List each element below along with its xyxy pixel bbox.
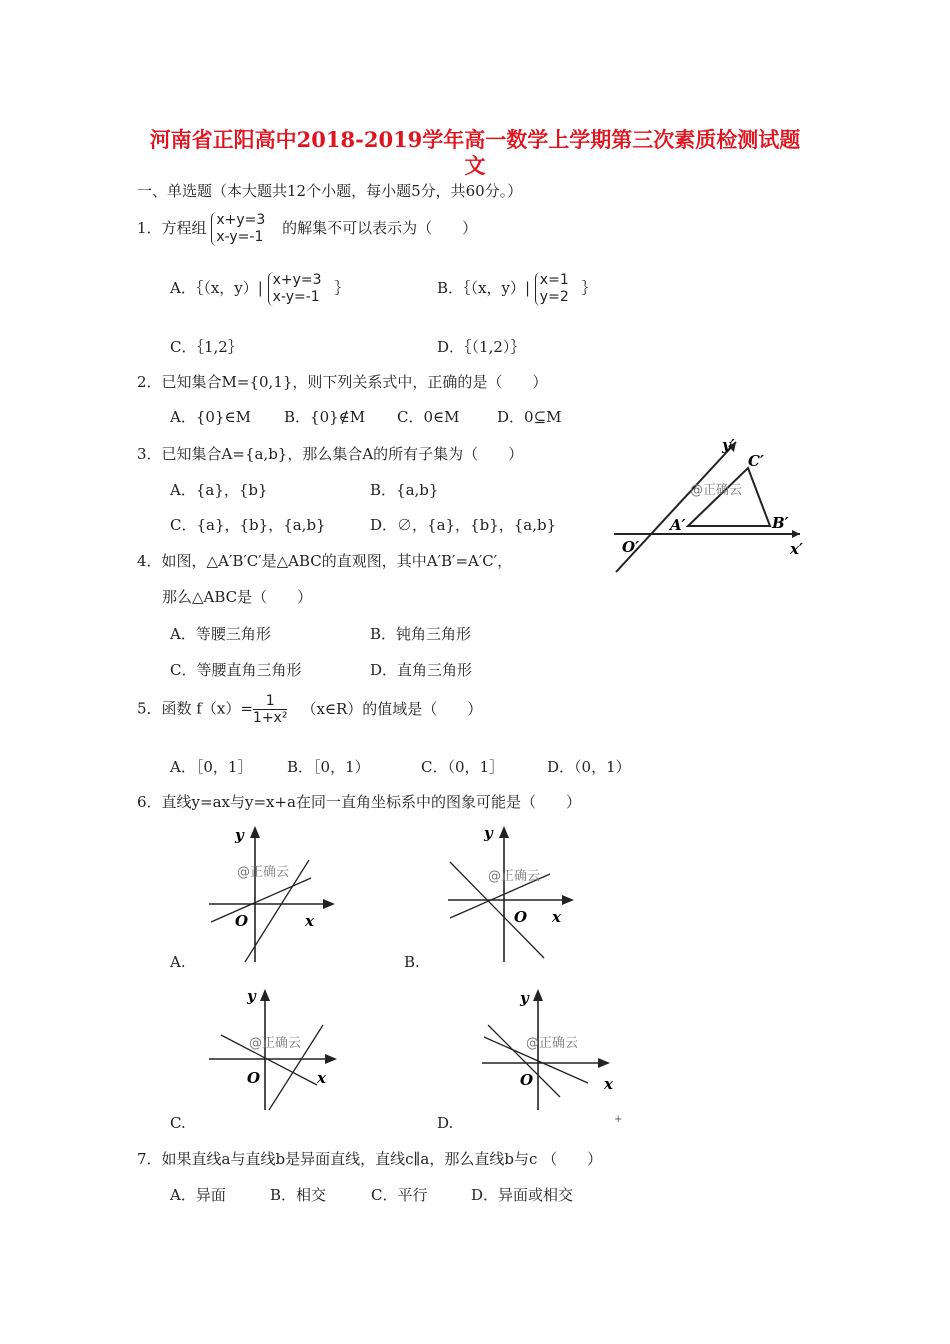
q1-equation-system (211, 212, 265, 246)
q4-oblique-figure (608, 432, 808, 582)
q6-c-y-arrow (260, 989, 270, 1001)
q6-option-a-label: A. (170, 953, 186, 971)
q7-option-c: C．平行 (371, 1186, 428, 1204)
q7-option-d: D．异面或相交 (471, 1186, 574, 1204)
q6-d-x-arrow (598, 1058, 610, 1068)
q4-option-b: B．钝角三角形 (370, 625, 472, 643)
q6-b-y-arrow (499, 826, 509, 838)
q6-a-x-label: x (305, 912, 314, 930)
q1-a-prefix: A．｛（x，y）| (170, 279, 263, 297)
question-4-stem: 4．如图，△A′B′C′是△ABC的直观图，其中A′B′=A′C′， (137, 552, 513, 570)
q7-option-b: B．相交 (270, 1186, 327, 1204)
question-6-stem: 6．直线y=ax与y=x+a在同一直角坐标系中的图象可能是（ ） (137, 793, 582, 811)
question-7-stem: 7．如果直线a与直线b是异面直线，直线c∥a，那么直线b与c （ ） (137, 1150, 603, 1168)
q6-a-line1 (211, 878, 311, 922)
q4-x-arrow (792, 530, 800, 538)
question-1-stem (137, 212, 477, 246)
page-title: 河南省正阳高中2018-2019学年高一数学上学期第三次素质检测试题 (149, 127, 801, 152)
q1-a-eq1: x+y=3 (272, 272, 322, 288)
question-3-stem: 3．已知集合A={a,b}，那么集合A的所有子集为（ ） (137, 445, 524, 463)
q4-option-c: C．等腰直角三角形 (170, 661, 302, 679)
q6-graph-c (205, 985, 345, 1115)
question-5-stem (137, 693, 482, 726)
q6-graph-b (444, 822, 579, 972)
q5-option-b: B．［0，1） (287, 758, 370, 776)
q5-option-c: C．（0，1］ (421, 758, 505, 776)
q6-d-y-arrow (533, 989, 543, 1001)
q4-label-o: O′ (622, 538, 640, 556)
q2-option-b: B．{0}∉M (284, 408, 366, 426)
q4-label-a: A′ (670, 516, 686, 534)
q2-option-c: C．0∈M (397, 408, 460, 426)
q5-fraction (253, 693, 288, 726)
q4-watermark: @正确云 (690, 483, 743, 498)
q6-small-marker: + (614, 1114, 623, 1125)
q1-option-d: D．｛（1,2）｝ (437, 338, 526, 356)
q6-c-watermark: @正确云 (249, 1036, 302, 1051)
q4-option-a: A．等腰三角形 (170, 625, 271, 643)
q6-graph-a (205, 822, 340, 972)
q3-option-c: C．{a}，{b}，{a,b} (170, 516, 326, 534)
question-4-stem-cont: 那么△ABC是（ ） (162, 588, 313, 606)
q6-c-x-arrow (325, 1054, 337, 1064)
q5-denominator: 1+x² (252, 710, 288, 726)
q6-d-x-label: x (604, 1075, 613, 1093)
q3-option-b: B．{a,b} (370, 481, 439, 499)
q6-a-y-label: y (235, 826, 244, 844)
q1-a-suffix: ｝ (334, 279, 350, 297)
q1-number: 1．方程组 (137, 219, 207, 237)
q6-option-b-label: B. (404, 953, 420, 971)
q6-b-origin: O (514, 908, 528, 926)
q6-d-watermark: @正确云 (526, 1036, 579, 1051)
q4-label-b: B′ (772, 514, 789, 532)
q6-a-origin: O (235, 912, 249, 930)
q5-prefix: 5．函数 f（x）= (137, 699, 253, 718)
q6-graph-d (478, 985, 618, 1115)
q5-numerator: 1 (253, 693, 288, 710)
q1-option-b (437, 272, 597, 306)
q1-b-system (535, 272, 569, 306)
q6-b-watermark: @正确云 (488, 869, 541, 884)
q6-d-y-label: y (520, 989, 529, 1007)
q6-a-x-arrow (323, 899, 335, 909)
q1-b-prefix: B．｛（x，y）| (437, 279, 531, 297)
q6-option-d-label: D. (437, 1114, 454, 1132)
q1-eq2: x-y=-1 (216, 229, 264, 245)
q5-option-a: A．［0，1］ (170, 758, 253, 776)
q2-option-d: D．0⊆M (497, 408, 562, 426)
section-heading: 一、单选题（本大题共12个小题，每小题5分，共60分。） (137, 182, 523, 200)
q4-option-d: D．直角三角形 (370, 661, 473, 679)
q3-option-a: A．{a}，{b} (170, 481, 268, 499)
q2-option-a: A．{0}∈M (170, 408, 251, 426)
q6-b-x-arrow (562, 895, 574, 905)
q6-c-x-label: x (317, 1069, 326, 1087)
q4-label-x: x′ (790, 540, 803, 558)
q1-b-eq1: x=1 (539, 272, 569, 288)
q1-b-suffix: ｝ (581, 279, 597, 297)
page-title-suffix: 文 (464, 153, 486, 178)
q1-tail: 的解集不可以表示为（ ） (282, 219, 478, 237)
q6-b-x-label: x (552, 908, 561, 926)
q5-suffix: （x∈R）的值域是（ ） (301, 699, 483, 718)
q4-label-c: C′ (748, 452, 764, 470)
q1-a-system (268, 272, 322, 306)
q6-a-watermark: @正确云 (237, 865, 290, 880)
q1-option-c: C．｛1,2｝ (170, 338, 243, 356)
question-2-stem: 2．已知集合M={0,1}，则下列关系式中，正确的是（ ） (137, 373, 548, 391)
q6-d-origin: O (520, 1071, 534, 1089)
q1-a-eq2: x-y=-1 (272, 289, 320, 305)
q6-c-y-label: y (247, 987, 256, 1005)
q1-eq1: x+y=3 (216, 212, 266, 228)
q6-c-origin: O (247, 1069, 261, 1087)
q6-option-c-label: C. (170, 1114, 186, 1132)
q3-option-d: D．∅，{a}，{b}，{a,b} (370, 516, 557, 534)
q1-b-eq2: y=2 (539, 289, 569, 305)
q4-label-y: y′ (722, 436, 735, 454)
q6-b-y-label: y (484, 824, 493, 842)
q5-option-d: D．（0，1） (547, 758, 631, 776)
q6-a-y-arrow (250, 826, 260, 838)
q7-option-a: A．异面 (170, 1186, 226, 1204)
q1-option-a (170, 272, 349, 306)
